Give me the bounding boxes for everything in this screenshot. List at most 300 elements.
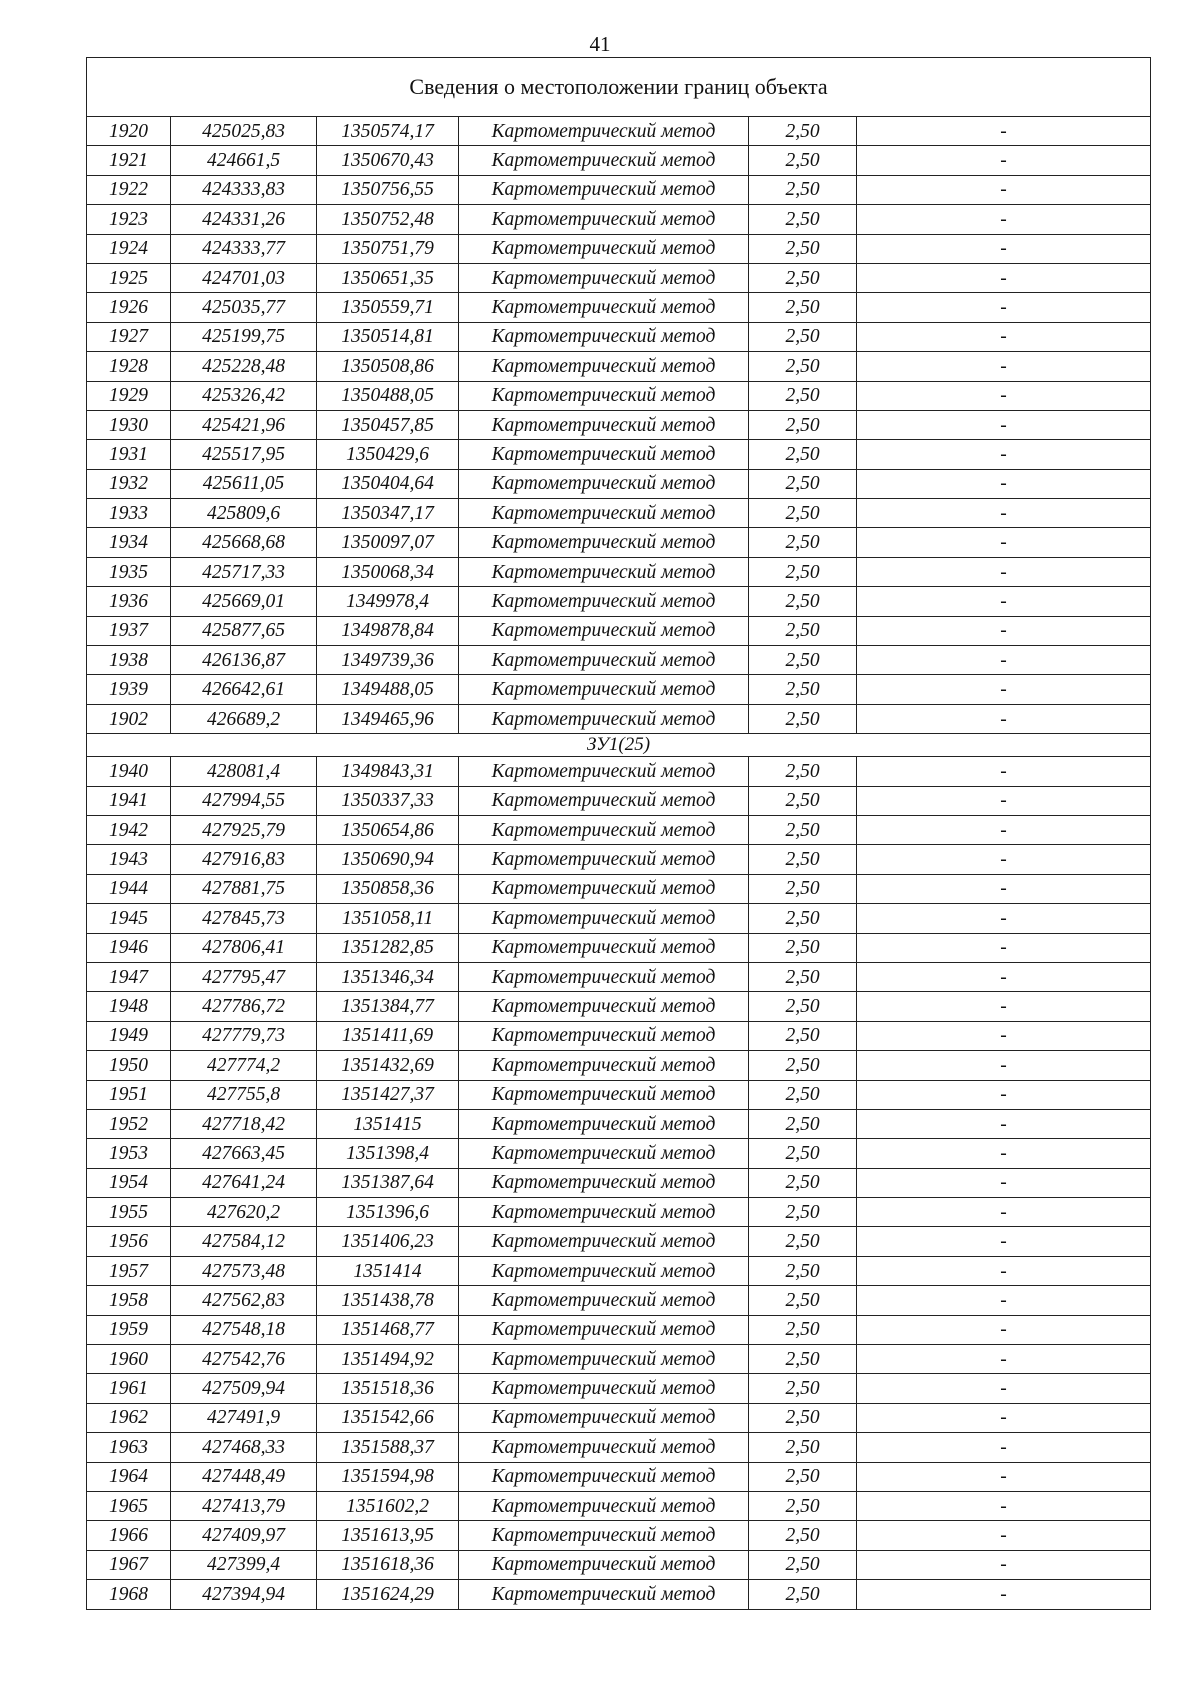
table-row: [87, 1550, 1151, 1579]
point-number-cell: 1942: [87, 815, 171, 844]
accuracy-cell: 2,50: [749, 440, 857, 469]
table-row: [87, 1580, 1151, 1609]
description-cell: -: [857, 1550, 1151, 1579]
x-coordinate-cell: 426642,61: [171, 675, 317, 704]
method-cell: Картометрический метод: [459, 440, 749, 469]
point-number-cell: 1959: [87, 1315, 171, 1344]
method-cell: Картометрический метод: [459, 616, 749, 645]
method-cell: Картометрический метод: [459, 1433, 749, 1462]
accuracy-cell: 2,50: [749, 1491, 857, 1520]
table-row: [87, 845, 1151, 874]
description-cell: -: [857, 1051, 1151, 1080]
method-cell: Картометрический метод: [459, 322, 749, 351]
y-coordinate-cell: 1351468,77: [317, 1315, 459, 1344]
x-coordinate-cell: 427491,9: [171, 1403, 317, 1432]
x-coordinate-cell: 427468,33: [171, 1433, 317, 1462]
point-number-cell: 1951: [87, 1080, 171, 1109]
point-number-cell: 1946: [87, 933, 171, 962]
accuracy-cell: 2,50: [749, 1521, 857, 1550]
table-row: [87, 933, 1151, 962]
point-number-cell: 1920: [87, 117, 171, 146]
x-coordinate-cell: 424661,5: [171, 146, 317, 175]
x-coordinate-cell: 427881,75: [171, 874, 317, 903]
accuracy-cell: 2,50: [749, 1374, 857, 1403]
accuracy-cell: 2,50: [749, 1139, 857, 1168]
x-coordinate-cell: 425668,68: [171, 528, 317, 557]
method-cell: Картометрический метод: [459, 1021, 749, 1050]
description-cell: -: [857, 528, 1151, 557]
description-cell: -: [857, 933, 1151, 962]
y-coordinate-cell: 1351411,69: [317, 1021, 459, 1050]
point-number-cell: 1927: [87, 322, 171, 351]
accuracy-cell: 2,50: [749, 962, 857, 991]
table-row: [87, 263, 1151, 292]
point-number-cell: 1941: [87, 786, 171, 815]
table-row: [87, 1227, 1151, 1256]
table-title: Сведения о местоположении границ объекта: [87, 58, 1151, 117]
y-coordinate-cell: 1351602,2: [317, 1491, 459, 1520]
x-coordinate-cell: 427806,41: [171, 933, 317, 962]
table-row: [87, 1462, 1151, 1491]
table-row: [87, 786, 1151, 815]
y-coordinate-cell: 1349843,31: [317, 757, 459, 786]
method-cell: Картометрический метод: [459, 1168, 749, 1197]
y-coordinate-cell: 1351058,11: [317, 904, 459, 933]
table-row: [87, 528, 1151, 557]
y-coordinate-cell: 1350690,94: [317, 845, 459, 874]
y-coordinate-cell: 1351494,92: [317, 1345, 459, 1374]
y-coordinate-cell: 1350574,17: [317, 117, 459, 146]
y-coordinate-cell: 1351588,37: [317, 1433, 459, 1462]
point-number-cell: 1939: [87, 675, 171, 704]
point-number-cell: 1930: [87, 410, 171, 439]
point-number-cell: 1922: [87, 175, 171, 204]
description-cell: -: [857, 1256, 1151, 1285]
x-coordinate-cell: 427718,42: [171, 1109, 317, 1138]
y-coordinate-cell: 1350752,48: [317, 205, 459, 234]
table-row: [87, 146, 1151, 175]
y-coordinate-cell: 1350347,17: [317, 499, 459, 528]
accuracy-cell: 2,50: [749, 815, 857, 844]
table-row: [87, 410, 1151, 439]
description-cell: -: [857, 1345, 1151, 1374]
method-cell: Картометрический метод: [459, 1521, 749, 1550]
x-coordinate-cell: 427663,45: [171, 1139, 317, 1168]
y-coordinate-cell: 1350751,79: [317, 234, 459, 263]
table-row: [87, 757, 1151, 786]
accuracy-cell: 2,50: [749, 528, 857, 557]
method-cell: Картометрический метод: [459, 410, 749, 439]
point-number-cell: 1934: [87, 528, 171, 557]
method-cell: Картометрический метод: [459, 1580, 749, 1609]
description-cell: -: [857, 440, 1151, 469]
accuracy-cell: 2,50: [749, 757, 857, 786]
description-cell: -: [857, 1286, 1151, 1315]
description-cell: -: [857, 175, 1151, 204]
y-coordinate-cell: 1351398,4: [317, 1139, 459, 1168]
y-coordinate-cell: 1351613,95: [317, 1521, 459, 1550]
method-cell: Картометрический метод: [459, 234, 749, 263]
description-cell: -: [857, 146, 1151, 175]
method-cell: Картометрический метод: [459, 1374, 749, 1403]
description-cell: -: [857, 1580, 1151, 1609]
point-number-cell: 1949: [87, 1021, 171, 1050]
table-body: [87, 58, 1151, 1610]
point-number-cell: 1962: [87, 1403, 171, 1432]
y-coordinate-cell: 1350654,86: [317, 815, 459, 844]
accuracy-cell: 2,50: [749, 117, 857, 146]
table-row: [87, 1345, 1151, 1374]
table-row: [87, 117, 1151, 146]
table-row: [87, 1080, 1151, 1109]
table-row: [87, 1433, 1151, 1462]
accuracy-cell: 2,50: [749, 234, 857, 263]
table-row: [87, 675, 1151, 704]
description-cell: -: [857, 293, 1151, 322]
accuracy-cell: 2,50: [749, 293, 857, 322]
y-coordinate-cell: 1351427,37: [317, 1080, 459, 1109]
point-number-cell: 1950: [87, 1051, 171, 1080]
description-cell: -: [857, 205, 1151, 234]
description-cell: -: [857, 815, 1151, 844]
table-row: [87, 322, 1151, 351]
table-row: [87, 1374, 1151, 1403]
x-coordinate-cell: 426689,2: [171, 704, 317, 733]
accuracy-cell: 2,50: [749, 1080, 857, 1109]
point-number-cell: 1936: [87, 587, 171, 616]
table-row: [87, 616, 1151, 645]
point-number-cell: 1938: [87, 646, 171, 675]
description-cell: -: [857, 1139, 1151, 1168]
page-number: 41: [589, 32, 611, 56]
accuracy-cell: 2,50: [749, 1286, 857, 1315]
table-row: [87, 646, 1151, 675]
accuracy-cell: 2,50: [749, 146, 857, 175]
point-number-cell: 1963: [87, 1433, 171, 1462]
description-cell: -: [857, 234, 1151, 263]
table-row: [87, 1168, 1151, 1197]
accuracy-cell: 2,50: [749, 1580, 857, 1609]
x-coordinate-cell: 425809,6: [171, 499, 317, 528]
accuracy-cell: 2,50: [749, 874, 857, 903]
table-row: [87, 587, 1151, 616]
description-cell: -: [857, 410, 1151, 439]
x-coordinate-cell: 427994,55: [171, 786, 317, 815]
description-cell: -: [857, 845, 1151, 874]
point-number-cell: 1967: [87, 1550, 171, 1579]
x-coordinate-cell: 427620,2: [171, 1198, 317, 1227]
point-number-cell: 1947: [87, 962, 171, 991]
method-cell: Картометрический метод: [459, 704, 749, 733]
method-cell: Картометрический метод: [459, 874, 749, 903]
point-number-cell: 1956: [87, 1227, 171, 1256]
accuracy-cell: 2,50: [749, 381, 857, 410]
description-cell: -: [857, 352, 1151, 381]
method-cell: Картометрический метод: [459, 293, 749, 322]
x-coordinate-cell: 427786,72: [171, 992, 317, 1021]
table-row: [87, 1286, 1151, 1315]
x-coordinate-cell: 424333,83: [171, 175, 317, 204]
description-cell: -: [857, 1080, 1151, 1109]
x-coordinate-cell: 425717,33: [171, 557, 317, 586]
method-cell: Картометрический метод: [459, 1462, 749, 1491]
method-cell: Картометрический метод: [459, 1080, 749, 1109]
description-cell: -: [857, 962, 1151, 991]
x-coordinate-cell: 427394,94: [171, 1580, 317, 1609]
y-coordinate-cell: 1351384,77: [317, 992, 459, 1021]
y-coordinate-cell: 1351594,98: [317, 1462, 459, 1491]
point-number-cell: 1952: [87, 1109, 171, 1138]
description-cell: -: [857, 557, 1151, 586]
accuracy-cell: 2,50: [749, 1433, 857, 1462]
description-cell: -: [857, 1374, 1151, 1403]
table-row: [87, 874, 1151, 903]
description-cell: -: [857, 263, 1151, 292]
description-cell: -: [857, 381, 1151, 410]
point-number-cell: 1933: [87, 499, 171, 528]
method-cell: Картометрический метод: [459, 904, 749, 933]
y-coordinate-cell: 1350670,43: [317, 146, 459, 175]
method-cell: Картометрический метод: [459, 1550, 749, 1579]
accuracy-cell: 2,50: [749, 322, 857, 351]
table-row: [87, 381, 1151, 410]
accuracy-cell: 2,50: [749, 1345, 857, 1374]
x-coordinate-cell: 425669,01: [171, 587, 317, 616]
table-row: [87, 1403, 1151, 1432]
x-coordinate-cell: 427795,47: [171, 962, 317, 991]
y-coordinate-cell: 1351414: [317, 1256, 459, 1285]
point-number-cell: 1937: [87, 616, 171, 645]
point-number-cell: 1926: [87, 293, 171, 322]
y-coordinate-cell: 1349488,05: [317, 675, 459, 704]
point-number-cell: 1924: [87, 234, 171, 263]
method-cell: Картометрический метод: [459, 1403, 749, 1432]
method-cell: Картометрический метод: [459, 146, 749, 175]
accuracy-cell: 2,50: [749, 1168, 857, 1197]
description-cell: -: [857, 786, 1151, 815]
method-cell: Картометрический метод: [459, 646, 749, 675]
accuracy-cell: 2,50: [749, 1256, 857, 1285]
point-number-cell: 1928: [87, 352, 171, 381]
accuracy-cell: 2,50: [749, 1227, 857, 1256]
method-cell: Картометрический метод: [459, 381, 749, 410]
table-row: [87, 1198, 1151, 1227]
table-row: [87, 962, 1151, 991]
method-cell: Картометрический метод: [459, 528, 749, 557]
point-number-cell: 1964: [87, 1462, 171, 1491]
method-cell: Картометрический метод: [459, 962, 749, 991]
point-number-cell: 1923: [87, 205, 171, 234]
point-number-cell: 1921: [87, 146, 171, 175]
x-coordinate-cell: 427573,48: [171, 1256, 317, 1285]
point-number-cell: 1966: [87, 1521, 171, 1550]
x-coordinate-cell: 427448,49: [171, 1462, 317, 1491]
y-coordinate-cell: 1351406,23: [317, 1227, 459, 1256]
table-row: [87, 440, 1151, 469]
y-coordinate-cell: 1351542,66: [317, 1403, 459, 1432]
table-row: [87, 175, 1151, 204]
point-number-cell: 1944: [87, 874, 171, 903]
x-coordinate-cell: 427409,97: [171, 1521, 317, 1550]
method-cell: Картометрический метод: [459, 786, 749, 815]
point-number-cell: 1958: [87, 1286, 171, 1315]
x-coordinate-cell: 427548,18: [171, 1315, 317, 1344]
description-cell: -: [857, 1021, 1151, 1050]
table-row: [87, 992, 1151, 1021]
method-cell: Картометрический метод: [459, 205, 749, 234]
method-cell: Картометрический метод: [459, 557, 749, 586]
accuracy-cell: 2,50: [749, 587, 857, 616]
point-number-cell: 1948: [87, 992, 171, 1021]
y-coordinate-cell: 1351346,34: [317, 962, 459, 991]
description-cell: -: [857, 646, 1151, 675]
x-coordinate-cell: 427845,73: [171, 904, 317, 933]
table-row: [87, 1139, 1151, 1168]
table-row: [87, 904, 1151, 933]
x-coordinate-cell: 427584,12: [171, 1227, 317, 1256]
accuracy-cell: 2,50: [749, 933, 857, 962]
accuracy-cell: 2,50: [749, 469, 857, 498]
accuracy-cell: 2,50: [749, 1109, 857, 1138]
method-cell: Картометрический метод: [459, 1256, 749, 1285]
accuracy-cell: 2,50: [749, 1462, 857, 1491]
method-cell: Картометрический метод: [459, 845, 749, 874]
point-number-cell: 1954: [87, 1168, 171, 1197]
method-cell: Картометрический метод: [459, 1345, 749, 1374]
x-coordinate-cell: 425611,05: [171, 469, 317, 498]
method-cell: Картометрический метод: [459, 1139, 749, 1168]
point-number-cell: 1935: [87, 557, 171, 586]
x-coordinate-cell: 425326,42: [171, 381, 317, 410]
boundary-coordinates-table: [86, 57, 1151, 1610]
y-coordinate-cell: 1349739,36: [317, 646, 459, 675]
table-row: [87, 557, 1151, 586]
method-cell: Картометрический метод: [459, 1051, 749, 1080]
description-cell: -: [857, 1315, 1151, 1344]
y-coordinate-cell: 1350097,07: [317, 528, 459, 557]
method-cell: Картометрический метод: [459, 1198, 749, 1227]
y-coordinate-cell: 1351396,6: [317, 1198, 459, 1227]
accuracy-cell: 2,50: [749, 904, 857, 933]
accuracy-cell: 2,50: [749, 263, 857, 292]
method-cell: Картометрический метод: [459, 1315, 749, 1344]
x-coordinate-cell: 427774,2: [171, 1051, 317, 1080]
point-number-cell: 1960: [87, 1345, 171, 1374]
point-number-cell: 1943: [87, 845, 171, 874]
accuracy-cell: 2,50: [749, 205, 857, 234]
description-cell: -: [857, 322, 1151, 351]
table-row: [87, 1021, 1151, 1050]
y-coordinate-cell: 1350858,36: [317, 874, 459, 903]
method-cell: Картометрический метод: [459, 933, 749, 962]
table-row: [87, 499, 1151, 528]
accuracy-cell: 2,50: [749, 992, 857, 1021]
y-coordinate-cell: 1350457,85: [317, 410, 459, 439]
method-cell: Картометрический метод: [459, 117, 749, 146]
x-coordinate-cell: 424331,26: [171, 205, 317, 234]
x-coordinate-cell: 427562,83: [171, 1286, 317, 1315]
table-title-row: [87, 58, 1151, 117]
method-cell: Картометрический метод: [459, 352, 749, 381]
point-number-cell: 1955: [87, 1198, 171, 1227]
table-row: [87, 704, 1151, 733]
x-coordinate-cell: 425421,96: [171, 410, 317, 439]
method-cell: Картометрический метод: [459, 815, 749, 844]
x-coordinate-cell: 427916,83: [171, 845, 317, 874]
description-cell: -: [857, 1433, 1151, 1462]
accuracy-cell: 2,50: [749, 352, 857, 381]
method-cell: Картометрический метод: [459, 1491, 749, 1520]
point-number-cell: 1968: [87, 1580, 171, 1609]
accuracy-cell: 2,50: [749, 557, 857, 586]
accuracy-cell: 2,50: [749, 175, 857, 204]
table-row: [87, 469, 1151, 498]
x-coordinate-cell: 425517,95: [171, 440, 317, 469]
method-cell: Картометрический метод: [459, 263, 749, 292]
point-number-cell: 1929: [87, 381, 171, 410]
description-cell: -: [857, 1227, 1151, 1256]
method-cell: Картометрический метод: [459, 1286, 749, 1315]
y-coordinate-cell: 1350508,86: [317, 352, 459, 381]
x-coordinate-cell: 427641,24: [171, 1168, 317, 1197]
x-coordinate-cell: 428081,4: [171, 757, 317, 786]
description-cell: -: [857, 1168, 1151, 1197]
x-coordinate-cell: 427509,94: [171, 1374, 317, 1403]
accuracy-cell: 2,50: [749, 1550, 857, 1579]
table-row: [87, 234, 1151, 263]
x-coordinate-cell: 425877,65: [171, 616, 317, 645]
accuracy-cell: 2,50: [749, 616, 857, 645]
x-coordinate-cell: 424333,77: [171, 234, 317, 263]
table-row: [87, 1109, 1151, 1138]
accuracy-cell: 2,50: [749, 646, 857, 675]
description-cell: -: [857, 616, 1151, 645]
description-cell: -: [857, 1491, 1151, 1520]
method-cell: Картометрический метод: [459, 1227, 749, 1256]
accuracy-cell: 2,50: [749, 704, 857, 733]
y-coordinate-cell: 1350404,64: [317, 469, 459, 498]
point-number-cell: 1932: [87, 469, 171, 498]
table-row: [87, 1256, 1151, 1285]
accuracy-cell: 2,50: [749, 499, 857, 528]
table-row: [87, 815, 1151, 844]
table-row: [87, 293, 1151, 322]
description-cell: -: [857, 1403, 1151, 1432]
description-cell: -: [857, 874, 1151, 903]
point-number-cell: 1925: [87, 263, 171, 292]
table-row: [87, 1051, 1151, 1080]
description-cell: -: [857, 1198, 1151, 1227]
method-cell: Картометрический метод: [459, 175, 749, 204]
accuracy-cell: 2,50: [749, 786, 857, 815]
method-cell: Картометрический метод: [459, 587, 749, 616]
accuracy-cell: 2,50: [749, 1403, 857, 1432]
accuracy-cell: 2,50: [749, 410, 857, 439]
point-number-cell: 1957: [87, 1256, 171, 1285]
accuracy-cell: 2,50: [749, 1051, 857, 1080]
table-row: [87, 1491, 1151, 1520]
method-cell: Картометрический метод: [459, 992, 749, 1021]
section-label: ЗУ1(25): [87, 734, 1151, 757]
x-coordinate-cell: 425025,83: [171, 117, 317, 146]
accuracy-cell: 2,50: [749, 1021, 857, 1050]
description-cell: -: [857, 704, 1151, 733]
table-row: [87, 1521, 1151, 1550]
y-coordinate-cell: 1349978,4: [317, 587, 459, 616]
point-number-cell: 1940: [87, 757, 171, 786]
x-coordinate-cell: 425228,48: [171, 352, 317, 381]
description-cell: -: [857, 1462, 1151, 1491]
